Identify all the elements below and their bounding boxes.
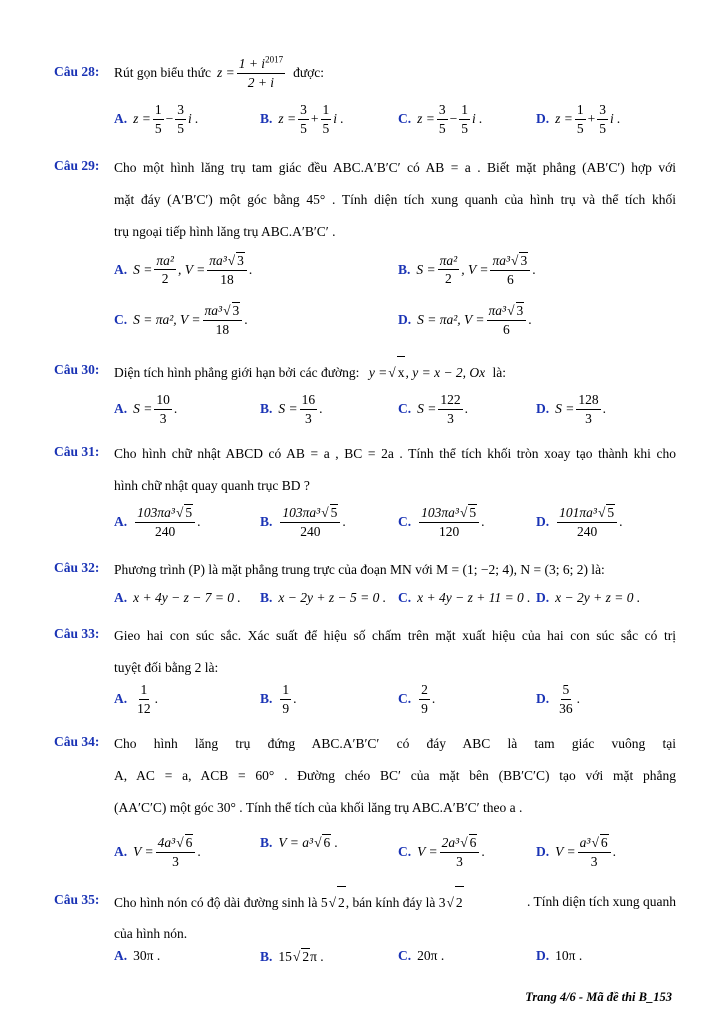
page-footer: Trang 4/6 - Mã đề thi B_153 bbox=[525, 990, 672, 1004]
question-label: Câu 29: bbox=[54, 158, 100, 173]
option-c[interactable]: C. x + 4y − z + 11 = 0 . bbox=[398, 590, 531, 605]
option-d[interactable]: D. $\frac{5}{36}$ . bbox=[536, 682, 580, 716]
question-label: Câu 35: bbox=[54, 892, 100, 907]
option-b[interactable]: B. $\frac{1}{9}$ . bbox=[260, 682, 297, 716]
question-label: Câu 32: bbox=[54, 560, 100, 575]
option-a[interactable]: A. $\frac{\text{103πa³√ 5}}{240}$ . bbox=[114, 505, 201, 539]
question-label: Câu 30: bbox=[54, 362, 100, 377]
question-label: Câu 28: bbox=[54, 64, 100, 79]
question-label: Câu 31: bbox=[54, 444, 100, 459]
option-c[interactable]: C. S = $\frac{122}{3}$ . bbox=[398, 392, 468, 426]
answer-options bbox=[114, 504, 676, 544]
option-a[interactable]: A. S = $\frac{\text{πa²}}{2}$ , V = $\frac{\text{πa³√ 3}}{18}$ . bbox=[114, 252, 253, 287]
question-text: Phương trình (P) là mặt phẳng trung trực của đoạn MN với M = (1; −2; 4), N = (3; 6; 2) là: bbox=[114, 562, 605, 577]
option-d[interactable]: D. x − 2y + z = 0 . bbox=[536, 590, 641, 605]
option-c[interactable]: C. z = $\frac{3}{5}$ − $\frac{1}{5}$ i . bbox=[398, 102, 483, 136]
question-text: Cho hình chữ nhật ABCD có AB = a , BC = 2a . Tính thể tích khối tròn xoay tạo thành khi cho hình chữ nhật quay quanh trục BD ? bbox=[114, 446, 676, 493]
question-text: Cho hình nón có độ dài đường sinh là 5√ 2, bán kính đáy là 3√ 2 . Tính diện tích xung quanh của hình nón. bbox=[114, 886, 676, 950]
option-b[interactable]: B. S = $\frac{16}{3}$ . bbox=[260, 392, 323, 426]
option-b[interactable]: B. 15 √ 2 π . bbox=[260, 948, 324, 964]
answer-options bbox=[114, 948, 676, 970]
question-text: Cho hình lăng trụ đứng ABC.A′B′C′ có đáy ABC là tam giác vuông tại A, AC = a, ACB = 60° . Đường chéo BC′ của mặt bên (BB′C′C) tạo với mặt phẳng (AA′C′C) một góc 30° . Tính thể tích của khối lăng trụ ABC.A′B′C′ theo a . bbox=[114, 736, 676, 815]
option-d[interactable]: D. z = $\frac{1}{5}$ + $\frac{3}{5}$ i . bbox=[536, 102, 621, 136]
question-label: Câu 33: bbox=[54, 626, 100, 641]
question-28 bbox=[54, 56, 676, 136]
option-b[interactable]: B. V = a³ √ 6 . bbox=[260, 834, 338, 850]
question-text: Gieo hai con súc sắc. Xác suất để hiệu số chấm trên mặt xuất hiệu của hai con súc sắc có trị tuyệt đối bằng 2 là: bbox=[114, 628, 676, 675]
option-c[interactable]: C. V = $\frac{\text{2a³√ 6}}{3}$ . bbox=[398, 835, 485, 869]
option-b[interactable]: B. $\frac{\text{103πa³√ 5}}{240}$ . bbox=[260, 505, 346, 539]
option-a[interactable]: A. x + 4y − z − 7 = 0 . bbox=[114, 590, 241, 605]
answer-options bbox=[114, 682, 676, 722]
option-b[interactable]: B. z = $\frac{3}{5}$ + $\frac{1}{5}$ i . bbox=[260, 102, 344, 136]
question-text: Cho một hình lăng trụ tam giác đều ABC.A′B′C′ có AB = a . Biết mặt phẳng (AB′C′) hợp với mặt đáy (A′B′C′) một góc bằng 45° . Tính diện tích xung quanh của hình trụ và thể tích khối trụ ngoại tiếp hình lăng trụ ABC.A′B′C′ . bbox=[114, 160, 676, 239]
answer-options bbox=[114, 102, 676, 138]
option-d[interactable]: D. V = $\frac{\text{a³√ 6}}{3}$ . bbox=[536, 835, 616, 869]
option-d[interactable]: D. $\frac{\text{101πa³√ 5}}{240}$ . bbox=[536, 505, 623, 539]
question-text: Diện tích hình phẳng giới hạn bởi các đường: y =√ x, y = x − 2, Ox là: bbox=[114, 356, 676, 388]
question-label: Câu 34: bbox=[54, 734, 100, 749]
option-d[interactable]: D. S = πa² , V = $\frac{\text{πa³√ 3}}{6}$ . bbox=[398, 303, 532, 337]
option-c[interactable]: C. 20π . bbox=[398, 948, 445, 963]
option-c[interactable]: C. $\frac{\text{103πa³√ 5}}{120}$ . bbox=[398, 505, 485, 539]
question-30 bbox=[54, 356, 676, 432]
answer-options bbox=[114, 392, 676, 432]
option-a[interactable]: A. z = $\frac{1}{5}$ − $\frac{3}{5}$ i . bbox=[114, 102, 199, 136]
question-34 bbox=[54, 728, 676, 882]
option-a[interactable]: A. V = $\frac{\text{4a³√ 6}}{3}$ . bbox=[114, 835, 201, 869]
question-35 bbox=[54, 886, 676, 970]
answer-options bbox=[114, 590, 676, 612]
option-a[interactable]: A. $\frac{1}{12}$ . bbox=[114, 682, 158, 716]
answer-options bbox=[114, 252, 676, 348]
question-29 bbox=[54, 152, 676, 348]
option-c[interactable]: C. $\frac{2}{9}$ . bbox=[398, 682, 436, 716]
option-c[interactable]: C. S = πa² , V = $\frac{\text{πa³√ 3}}{18}$ . bbox=[114, 303, 248, 337]
question-31 bbox=[54, 438, 676, 548]
option-d[interactable]: D. S = $\frac{128}{3}$ . bbox=[536, 392, 606, 426]
answer-options bbox=[114, 834, 676, 878]
option-b[interactable]: B. S = $\frac{\text{πa²}}{2}$ , V = $\frac{\text{πa³√ 3}}{6}$ . bbox=[398, 252, 536, 287]
option-a[interactable]: A. S = $\frac{10}{3}$ . bbox=[114, 392, 178, 426]
option-d[interactable]: D. 10π . bbox=[536, 948, 583, 963]
expression-fraction: $\frac{1 + i^{2017}}{2 + i}$ bbox=[238, 54, 284, 90]
question-32 bbox=[54, 554, 676, 614]
question-text: Rút gọn biểu thức z = $\frac{1 + i^{2017}}{2 + i}$ được: bbox=[114, 54, 325, 90]
option-b[interactable]: B. x − 2y + z − 5 = 0 . bbox=[260, 590, 387, 605]
question-33 bbox=[54, 620, 676, 724]
option-a[interactable]: A. 30π . bbox=[114, 948, 161, 963]
